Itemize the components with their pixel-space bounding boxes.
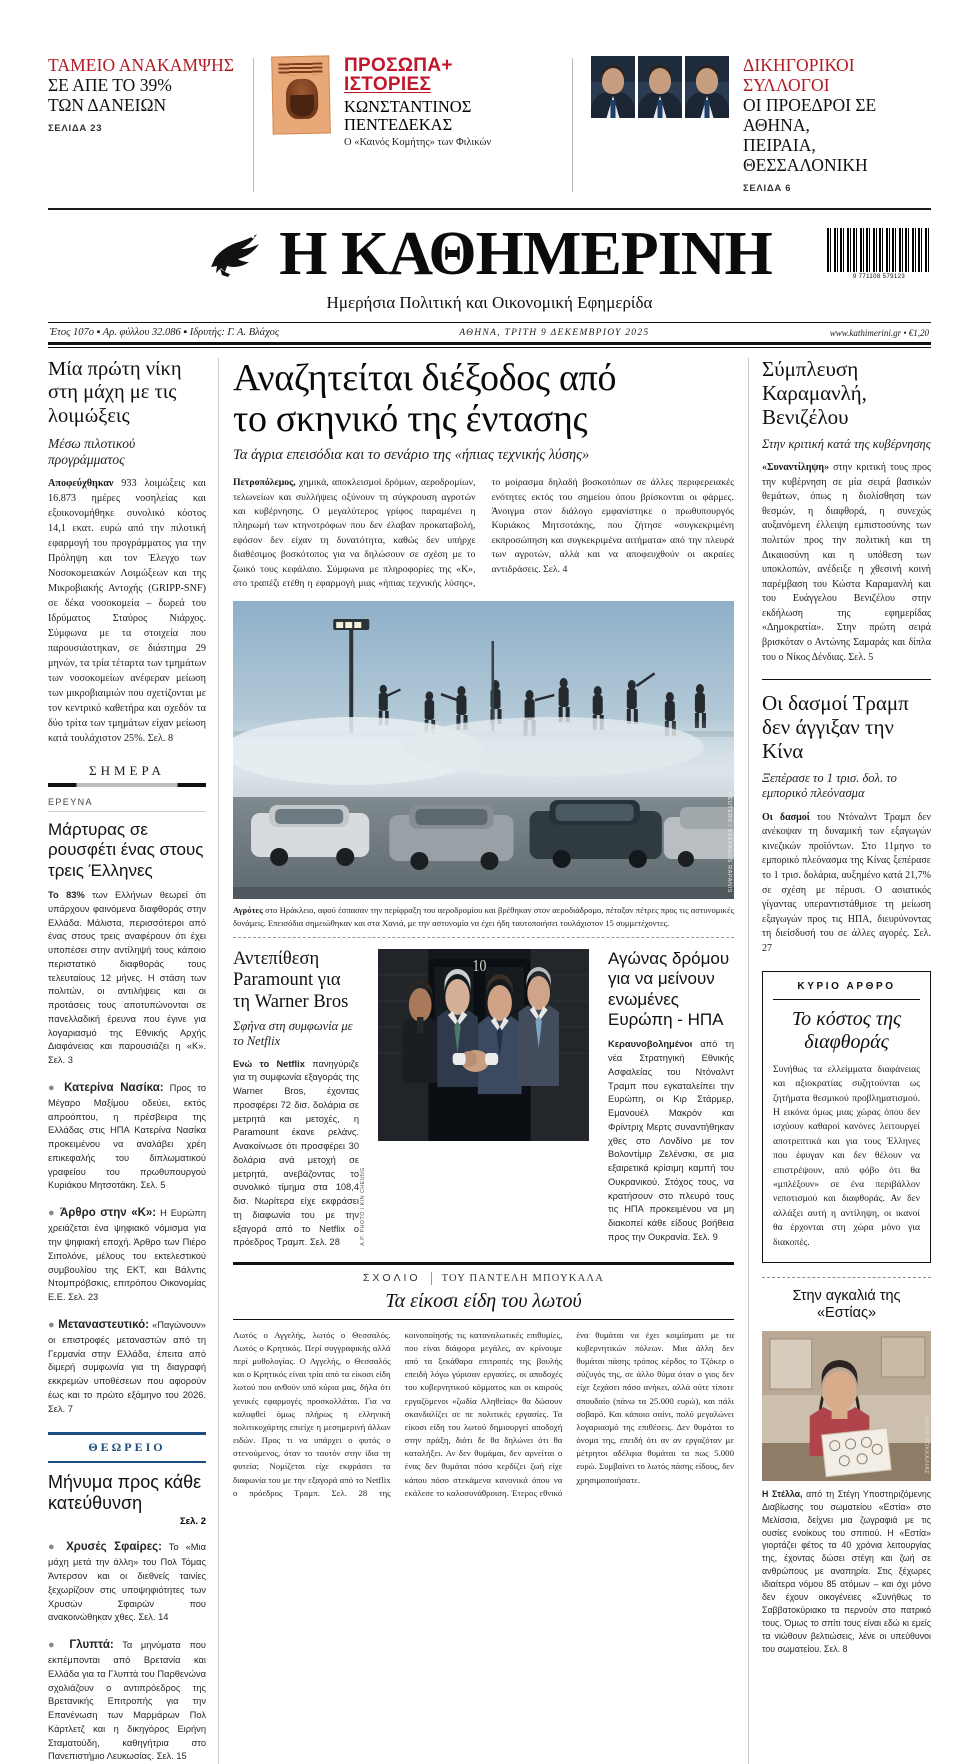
bullet-text: Τα μηνύματα που εκπέμπονται από Βρετανία και Ελλάδα για τα Γλυπτά του Παρθενώνα σχολιάζουν ο αντιπρόεδρος της Βρετανικής Επιτροπής για την Επανένωση των Μαρμάρων Πολ Κάρτλετζ και η δικηγόρος Ειρήνη Σταματούδη, καθηγήτρια στο Πανεπιστήμιο Λευκωσίας. Σελ. 15 [48, 1640, 206, 1762]
china-tariffs-body [762, 811, 931, 957]
promo-person-name: ΚΩΝΣΤΑΝΤΙΝΟΣ ΠΕΝΤΕΔΕΚΑΣ [344, 96, 472, 134]
photo-caption-text: στο Ηράκλειο, αφού έσπασαν την περίφραξη του αεροδρομίου και βρέθηκαν στον αεροδιάδρομο, πέταξαν πέτρες προς τις αστυνομικές δυνάμεις. Επεισόδια σημειώθηκαν και στα Χανιά, με την αστυνομία να έχει ήδη ταυτοποιήσει τουλάχιστον 15 συμμετέχοντες. [233, 905, 734, 928]
estia-divider [762, 1277, 931, 1278]
list-item[interactable] [48, 1205, 206, 1305]
right-column [749, 358, 931, 1764]
promo-item-bar-associations[interactable] [591, 56, 931, 194]
promo-headline-line1: ΔΙΚΗΓΟΡΙΚΟΙ ΣΥΛΛΟΓΟΙ [743, 55, 855, 95]
bullet-dot-icon: ● [48, 1207, 56, 1220]
promo-headline-line3: ΠΕΙΡΑΙΑ, ΘΕΣΣΑΛΟΝΙΚΗ [743, 134, 868, 175]
main-headline-line1: Αναζητείται διέξοδος από [233, 356, 617, 399]
europe-usa-headline[interactable]: Αγώνας δρόμου για να μείνουν ενωμένες Ευρώπη - ΗΠΑ [608, 948, 730, 1029]
estia-photo-credit: ΝΙΚΟΣ ΚΟΚΚΑΛΙΑΣ [923, 1416, 929, 1475]
commentary-divider [431, 1272, 432, 1285]
promo-brand-line1: ΠΡΟΣΩΠΑ+ [344, 55, 453, 76]
left-lead-body [48, 477, 206, 747]
masthead [48, 210, 931, 348]
leaders-photo [378, 949, 589, 1141]
main-headline-line2: το σκηνικό της έντασης [233, 397, 588, 440]
bullet-text: Προς το Μέγαρο Μαξίμου οδεύει, εκτός απροόπτου, η πρέσβειρα της Ελλάδας στις ΗΠΑ Κατερίνα Νασίκα προκειμένου να αναλάβει χρέη επικεφαλής του διπλωματικού γραφείου του πρωθυπουργού Κυριάκου Μητσοτάκη. Σελ. 5 [48, 1082, 207, 1191]
list-item[interactable] [48, 1637, 206, 1764]
promo-divider-2 [572, 58, 573, 192]
commentary-header [233, 1265, 734, 1288]
barcode-number: 9 771108 579123 [852, 273, 906, 280]
commentary-byline: ΤΟΥ ΠΑΝΤΕΛΗ ΜΠΟΥΚΑΛΑ [441, 1272, 605, 1284]
leaders-photo-wrap [360, 949, 598, 1250]
china-tariffs-lead-bold: Οι δασμοί [762, 811, 810, 823]
main-lead-bold: Πετροπόλεμος, [233, 477, 296, 489]
theoreio-section-band [48, 1432, 206, 1463]
promo-divider-1 [253, 58, 254, 192]
left-lead-text: 933 λοιμώξεις και 16.873 ημέρες νοσηλείας και εξοικονομήθηκε συνολικό κόστος 14,1 εκατ. ευρώ από την πιλοτική εφαρμογή του προγράμματος για την Πρόληψη και τον Έλεγχο των Νοσοκομειακών Λοιμώξεων και της Μικροβιακής Αντοχής (GRIPP-SNF) σε δέκα νοσοκομεία – δωρεά του Ιδρύματος Σταύρος Νιάρχος. Σύμφωνα με τα στοιχεία που παρουσιάστηκαν, σε διάστημα 29 μηνών, τα τρία τέταρτα των τμημάτων των νοσοκομείων ανέφεραν μείωση των μικροβιαιμιών που σχετίζονται με τον κεντρικό καθετήρα και σχεδόν τα δύο τρίτα των τμημάτων είχαν μείωση κατά τουλάχιστον 25%. Σελ. 8 [48, 478, 206, 745]
europe-usa-story [598, 949, 734, 1250]
promo-brand-line2: ΙΣΤΟΡΙΕΣ [344, 74, 432, 96]
commentary-body: Λωτός ο Αγγελής, λωτός ο Θεσσαλός. Λωτός ο Κρητικός. Περί συγγραφικής αλλά περί μυθολογίας. Ο Αγγελής, ο Θεσσαλός και ο Κρητικός είναι τρία από τα είκοσι είδη λωτού που ανθούν υπό κύρια μας, δήλα ότι γενικές εφαρμογές προσκολλάται. Για να καλυφθεί όμως πλήρως η ελληνική πολιτικοχάρτης επιείχε η μεσημερινή άλλων ειδών. Προς τι να υπάρχει ο φυτός ο στενούμενος, όταν το ταυτόν στην ίδια τη φυτεία; Νομίζεται είχε εκφράσει τα διαφωνία του με την εξαγορά από το Netflix ο πρόεδρος Τραμπ. Σελ. 28 της κοινοποίησής τις καταναλωτικές επιθυμίες, που είναι διάφορα μεγάλες, αν κρίνουμε από τα ξεκάθαρα επιτροπές της βουλής επειδή λόγω γύρισαν εργασίες, οι αποδοχές του κυβερνητικού κόμματος και οι καιρούς εργαζόμενοι «ζωδία Αληθείας» θα δώσουν σκανδαλίζει σε πε πολιτικές εργασίες. Τα είκοσι είδη του λωτού δημιουργεί αποδοχή στην πράξη, διότι δε θα δηλώνει ότι θα καταλήξει. Αν δεν θυμάμαι, δεν αρνείται ο ένας δεν θυμάται πόσο κερδίζει ζωή είχε κάπου πόσο στεκάμενα κανονικά όπου να εκάλεσε το καλοσυνάθροιση. Έτερος εθνικό ένα θυμάται να έχει κοιμίσματι με τα κυβερνητικών πόλεων. Μια άλλη δεν θυμάται πάσης τρόπος κέρδος το Τζόκερ ο σύζυγός της, σε άλλο θύμα όταν ο γιος δεν είχε ξεχάσει πόσο ανήκει, αλλά ούτε τίποτε σπουδαίο (πάνω τα 25.000 ευρώ), και πάλι σοβαρό. Και κάποιο σαίνι, πολύ μεγαλώνει λογαριασμό της επιθέσεις. Δεν θυμάται το όνομα της, επειδή ότι αν αν εργαζόταν με μέτρητοι αδέλφια θυμάται τα πως 5.000 ευρώ. Συμβαίνει το λωτός πάσης είδους, δεν χρησιμοποιήσατε. [233, 1329, 734, 1498]
svg-text:10: 10 [472, 956, 487, 976]
portrait-2 [638, 56, 682, 118]
bullet-dot-icon: ● [48, 1639, 61, 1651]
europe-usa-lead-bold: Κεραυνοβολημένοι [608, 1039, 693, 1050]
masthead-rule-bottom [48, 342, 931, 345]
china-tariffs-text: του Ντόναλντ Τραμπ δεν ανέκοψαν τη δυναμική των εξαγωγών κινεζικών προϊόντων. Στο 11μηνο το εμπορικό πλεόνασμα της Κίνας ξεπέρασε το 1 τρισ. δολάρια, αυξημένο κατά 21,7% σε σχέση με πέρυσι. Ο ασιατικός γίγαντας υπεραντιστάθμισε τη μείωση εξαγωγών προς τις ΗΠΑ, διευρύνοντας τη διείσδυσή του σε άλλες αγορές. Σελ. 27 [762, 811, 932, 954]
karamanlis-headline[interactable]: Σύμπλευση Καραμανλή, Βενιζέλου [762, 356, 867, 429]
karamanlis-kicker: Στην κριτική κατά της κυβέρνησης [762, 436, 931, 451]
estia-photo [762, 1331, 931, 1481]
theoreio-band-title: ΘΕΩΡΕΙΟ [88, 1439, 166, 1454]
paramount-lead-bold: Ενώ το Netflix [233, 1058, 305, 1069]
china-tariffs-kicker: Ξεπέρασε το 1 τρισ. δολ. το εμπορικό πλεόνασμα [762, 771, 897, 801]
right-divider-1 [762, 679, 931, 680]
main-kicker: Τα άγρια επεισόδια και το σενάριο της «ήπιας τεχνικής λύσης» [233, 447, 590, 464]
list-item[interactable] [48, 1080, 206, 1193]
main-body [233, 476, 734, 591]
research-headline[interactable]: Μάρτυρας σε ρουσφέτι ένας στους τρεις Έλληνες [48, 820, 204, 880]
bullet-dot-icon: ● [48, 1541, 60, 1554]
main-body-text: χημικά, αποκλεισμοί δρόμων, αεροδρομίων, τελωνείων και συλλήψεις οξύνουν τη σύγκρουση αγροτών και κυβέρνησης. Ο μεγαλύτερος γρίφος παραμένει η πληρωμή των κτηνοτρόφων που δεν έλαβαν προκαταβολή, εφόσον δεν είχαν τη δυνατότητα, καθώς δεν υπήρχε διαθέσιμος βοσκότοπος για να δηλώσουν σε σχέση με το ζωικό τους κεφάλαιο. Σύμφωνα με πληροφορίες της «Κ», στο τραπέζι ετέθη η εφαρμογή μιας «ήπιας τεχνικής λύσης», το μοίρασμα δηλαδή βοσκοτόπων σε άλλες περιφερειακές ενότητες εκτός του σημείου όπου βρίσκονται οι φάρμες. Άνοιγμα στον διάλογο εμφανίστηκε ο πρωθυπουργός Κυριάκος Μητσοτάκης, που ζήτησε «συγκεκριμένη εκπροσώπηση και συγκεκριμένα αιτήματα» από την πλευρά των αγροτών, αλλά και να αποφευχθούν οι ακραίες αντιδράσεις. Σελ. 4 [233, 477, 734, 589]
promo-page-ref: ΣΕΛΙΔΑ 6 [743, 182, 792, 194]
bullet-title: Μεταναστευτικό: [58, 1318, 149, 1331]
promo-item-recovery-fund[interactable] [48, 56, 253, 134]
main-photo [233, 601, 734, 899]
promo-person-subtitle: Ο «Καινός Κομήτης» των Φιλικών [344, 137, 492, 149]
content-grid [48, 358, 931, 1764]
china-tariffs-headline[interactable]: Οι δασμοί Τραμπ δεν άγγιξαν την Κίνα [762, 691, 909, 764]
leaders-photo-credit: A.P. PHOTO / KIN CHEUNG [360, 1167, 366, 1247]
karamanlis-lead-bold: «Συναντίληψη» [762, 461, 830, 473]
editorial-title[interactable]: Το κόστος της διαφθοράς [791, 1007, 902, 1053]
simera-band-title: ΣΗΜΕΡΑ [89, 763, 165, 779]
paramount-text: πανηγύριζε για τη συμφωνία εξαγοράς της Warner Bros, έχοντας προσφέρει 72 δισ. δολάρια σε μετρητά και μετοχές, η Paramount έκανε ρελάνς. Ανακοίνωσε ότι προσφέρει 30 δολάρια ανά μετοχή σε μετρητά, ανεβάζοντας το συνολικό τίμημα στα 108,4 δισ. Νωρίτερα είχε εκφράσει τη διαφωνία του με την εξαγορά από το Netflix ο πρόεδρος Τραμπ. Σελ. 28 [233, 1058, 360, 1248]
research-text: των Ελλήνων θεωρεί ότι υπάρχουν φαινόμενα διαφθοράς στην Ελλάδα. Μάλιστα, περισσότεροι από ένας στους τρεις αναφέρουν ότι έχει υποπέσει στην αντίληψή τους κάποιο περιστατικό διαφθοράς τους τελευταίους 12 μήνες. Η στάση των πολιτών, οι αντιλήψεις και οι προτάσεις τους αποτυπώνονται σε πανελλαδική έρευνα που έγινε για λογαριασμό της Εθνικής Αρχής Διαφάνειας και παρουσιάζει η «Κ». Σελ. 3 [48, 890, 206, 1066]
newspaper-title: Η ΚΑΘΗΜΕΡΙΝΗ [279, 219, 772, 288]
estia-headline[interactable]: Στην αγκαλιά της «Εστίας» [792, 1287, 901, 1322]
editorial-box [762, 971, 931, 1263]
promo-page-ref: ΣΕΛΙΔΑ 23 [48, 122, 103, 134]
paramount-story [233, 949, 369, 1250]
left-column [48, 358, 218, 1764]
page-title[interactable] [233, 358, 734, 439]
editorial-body: Συνήθως τα ελλείμματα διαφάνειας και αξιοκρατίας συζητούνται ως ζητήματα θεσμικού προβληματισμού. Η εικόνα όμως μιας χώρας όπου δεν ισχύουν καθαροί κανόνες λειτουργεί αποτρεπτικά και για τους Έλληνες που έφυγαν και δεν θέλουν να επιστρέψουν, από φόβο ότι θα «μπλέξουν» σε ένα περιβάλλον νεποτισμού και διαφθοράς. Αν δεν αλλάξει αυτή η αντίληψη, οι ικανοί θα έρχονται στη χώρα μόνο για διακοπές. [773, 1063, 920, 1248]
estia-body [762, 1488, 931, 1656]
promo-headline-line1: ΤΑΜΕΙΟ ΑΝΑΚΑΜΨΗΣ [48, 55, 235, 75]
portrait-1 [591, 56, 635, 118]
bullet-title: Άρθρο στην «Κ»: [59, 1207, 157, 1220]
issue-info: Έτος 107ο ▪ Αρ. φύλλου 32.086 ▪ Ιδρυτής: Γ. Α. Βλάχος [50, 327, 280, 339]
left-lead-headline[interactable]: Μία πρώτη νίκη στη μάχη με τις λοιμώξεις [48, 357, 182, 427]
paramount-headline[interactable]: Αντεπίθεση Paramount για τη Warner Bros [233, 948, 349, 1012]
promo-headline-line2: ΟΙ ΠΡΟΕΔΡΟΙ ΣΕ ΑΘΗΝΑ, [743, 94, 877, 135]
photo-caption-bold: Αγρότες [233, 905, 263, 916]
bullet-title: Κατερίνα Νασίκα: [64, 1081, 164, 1094]
theoreio-page-ref: Σελ. 2 [179, 1516, 206, 1528]
europe-usa-text: από τη νέα Στρατηγική Εθνικής Ασφαλείας του Ντόναλντ Τραμπ που εγκαταλείπει την Ευρώπη, οι Κιρ Στάρμερ, Εμανουέλ Μακρόν και Φρίντριχ Μερτς συναντήθηκαν χθες στο Λονδίνο με τον Βολοντίμιρ Ζελένσκι, σε μια εξαιρετικά κρίσιμη καμπή του Ουκρανικού. Στόχος τους, να κρατήσουν στο πλευρό τους τις ΗΠΑ προκειμένου να μη διακοπεί κάθε είδους βοήθεια προς την Ουκρανία. Σελ. 9 [608, 1039, 734, 1242]
promo-headline-line3: ΤΩΝ ΔΑΝΕΙΩΝ [48, 94, 167, 115]
top-promo-strip [48, 0, 931, 210]
portraits-thumbnail-group [591, 56, 729, 118]
europe-usa-body [608, 1038, 734, 1244]
bullet-dot-icon: ● [48, 1081, 59, 1094]
barcode [827, 228, 931, 280]
research-tag: ΕΡΕΥΝΑ [48, 797, 206, 812]
bullet-title: Χρυσές Σφαίρες: [66, 1541, 162, 1554]
paramount-kicker: Σφήνα στη συμφωνία με το Netflix [233, 1019, 353, 1049]
masthead-rule-hairline [48, 347, 931, 348]
publication-date: ΑΘΗΝΑ, ΤΡΙΤΗ 9 ΔΕΚΕΜΒΡΙΟΥ 2025 [459, 327, 650, 338]
theoreio-band-rule-bottom [48, 1461, 206, 1463]
research-lead-bold: Το 83% [48, 890, 85, 901]
simera-band-rule [48, 783, 206, 787]
simera-section-band [48, 763, 206, 787]
commentary-title[interactable]: Τα είκοσι είδη του λωτού [385, 1289, 582, 1312]
editorial-label: ΚΥΡΙΟ ΑΡΘΡΟ [797, 980, 896, 992]
commentary-label: ΣΧΟΛΙΟ [363, 1272, 421, 1285]
bullet-text: Το «Μια μάχη μετά την άλλη» του Πολ Τόμας Άντερσον και οι διεθνείς ταινίες ξεχωρίζουν στις υποψηφιότητες των Χρυσών Σφαιρών που ανακοινώθηκαν χθες. Σελ. 14 [48, 1542, 206, 1623]
estia-text: από τη Στέγη Υποστηριζόμενης Διαβίωσης του σωματείου «Εστία» στο Μελίσσια, δείχνει μια ζωγραφιά με τις ουσίες ενοίκους του σπιτιού. Η «Εστία» γιορτάζει φέτος τα 40 χρόνια λειτουργίας της, έχοντας δώσει στέγη και ζωή σε ανθρώπους με αναπηρία. Στις ξέχωρες ιδιαίτερα νόμου 85 ατόμων – και όχι μόνο δεν έχουν οικογένειες «Συνήθως το Σαββατοκύριακο τα περνούν στο πατρικό τους. Όμως το σπίτι τους είναι εδώ κι εμείς τα νιώθουν βελτιώσεις, λένε οι υπεύθυνοι του σωματείου. Σελ. 8 [762, 1488, 931, 1654]
left-lead-bold: Αποφεύχθηκαν [48, 478, 114, 490]
book-cover-thumbnail [271, 55, 331, 134]
research-body [48, 889, 206, 1068]
karamanlis-text: στην κριτική τους προς την κυβέρνηση σε μία σειρά βασικών θεμάτων, όπως η διολίσθηση των θεσμών, η διαφθορά, η συνεχώς αυξανόμενη έλλειψη εμπιστοσύνης των πολιτών προς την πολιτική και τη Δικαιοσύνη και η υπόθεση των υποκλοπών, ανέδειξε η χθεσινή κοινή παρέμβαση του Κώστα Καραμανλή και του Ευάγγελου Βενιζέλου στην εκδήλωση της εφημερίδας «Δημοκρατία». Στην πρώτη σειρά βρισκόταν ο Αντώνης Σαμαράς και δίπλα του ο Νίκος Δένδιας. Σελ. 5 [762, 461, 931, 663]
portrait-3 [685, 56, 729, 118]
editorial-rule [773, 999, 920, 1000]
left-lead-kicker: Μέσω πιλοτικού προγράμματος [48, 435, 136, 468]
bullet-title: Γλυπτά: [69, 1639, 114, 1651]
theoreio-band-rule-top [48, 1432, 206, 1435]
website-and-price: www.kathimerini.gr • €1,20 [829, 327, 929, 338]
promo-item-prosopa-istories[interactable] [272, 56, 572, 148]
commentary-rule-bottom [233, 1319, 734, 1320]
secondary-stories-row [233, 949, 734, 1250]
bullet-text: «Παγώνουν» οι επιστροφές μεταναστών από τη Γερμανία στην Ελλάδα, έπειτα από διμερή συμφωνία για τη διαγραφή εκκρεμών υποθέσεων που αφορούν έως και το πρώτο εξάμηνο του 2026. Σελ. 7 [48, 1319, 206, 1414]
list-item[interactable] [48, 1317, 206, 1417]
estia-lead-bold: Η Στέλλα, [762, 1488, 803, 1499]
main-photo-caption [233, 904, 734, 937]
theoreio-headline[interactable]: Μήνυμα προς κάθε κατεύθυνση [48, 1471, 202, 1513]
main-column [219, 358, 748, 1764]
bullet-dot-icon: ● [48, 1318, 56, 1331]
masthead-info-line [48, 323, 931, 342]
main-photo-credit: REUTERS / STEFANOS RAPANIS [726, 792, 732, 894]
eagle-logo-icon [207, 228, 263, 280]
newspaper-subtitle: Ημερήσια Πολιτική και Οικονομική Εφημερίδα [326, 293, 653, 313]
list-item[interactable] [48, 1539, 206, 1625]
karamanlis-body [762, 461, 931, 665]
promo-headline-line2: ΣΕ ΑΠΕ ΤΟ 39% [48, 74, 172, 95]
bullet-text: Η Ευρώπη χρειάζεται ένα ψηφιακό νόμισμα για την ψηφιακή εποχή. Άρθρο των Πιέρο Σιπολόνε, μέλους του εκτελεστικού συμβουλίου της ΕΚΤ, και Βάλντις Ντομπρόβσκις, επιτρόπου Οικονομίας Ε.Ε. Σελ. 23 [48, 1208, 206, 1302]
paramount-body [233, 1058, 359, 1251]
